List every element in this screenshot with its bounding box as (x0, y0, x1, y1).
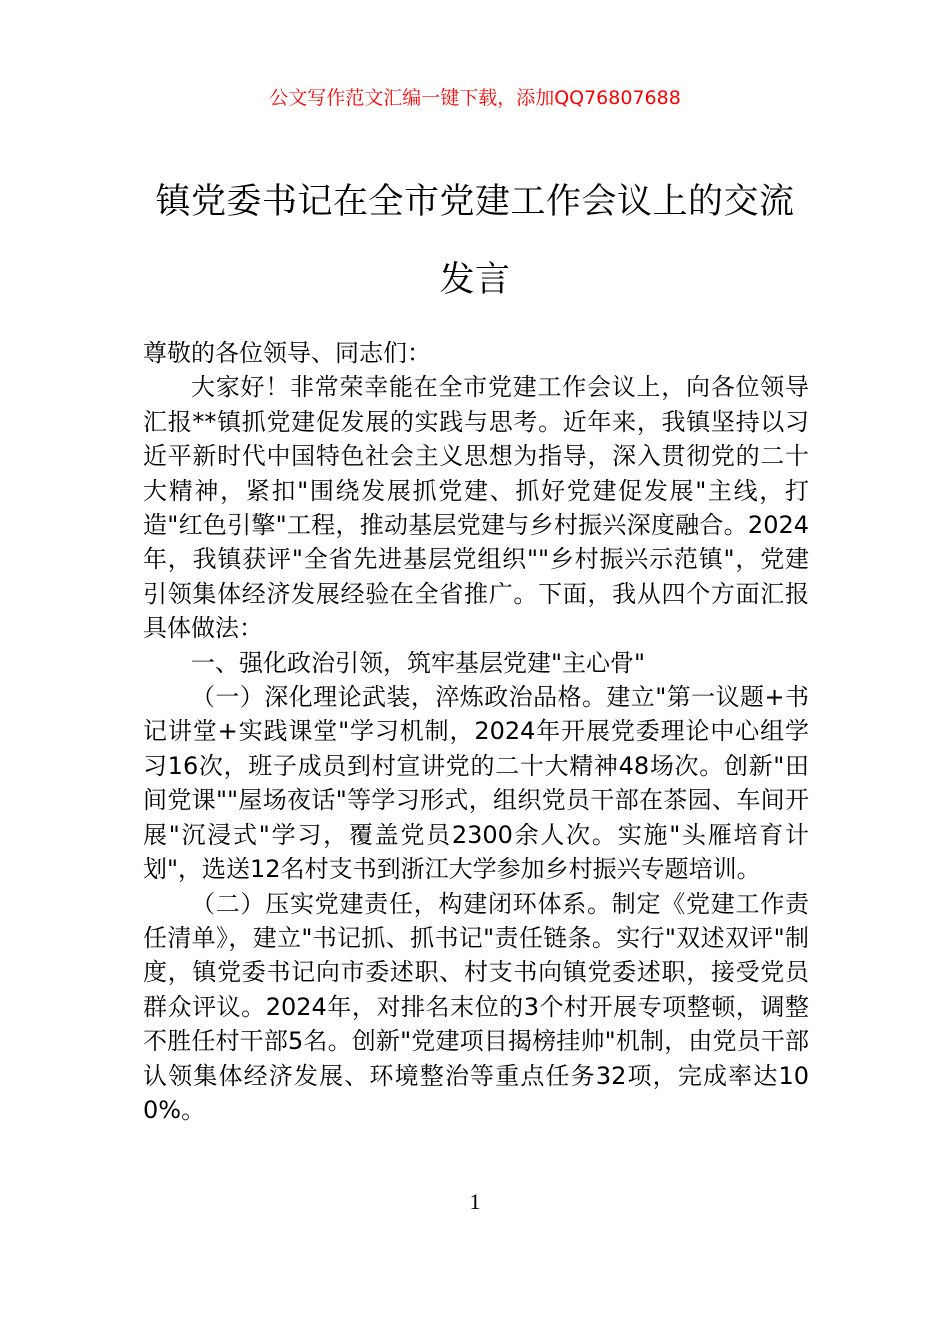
document-title: 镇党委书记在全市党建工作会议上的交流发言 (155, 182, 795, 300)
document-body (143, 336, 809, 1127)
paragraph: 大家好！非常荣幸能在全市党建工作会议上，向各位领导汇报**镇抓党建促发展的实践与思考。近年来，我镇坚持以习近平新时代中国特色社会主义思想为指导，深入贯彻党的二十大精神，紧扣"围绕发展抓党建、抓好党建促发展"主线，打造"红色引擎"工程，推动基层党建与乡村振兴深度融合。2024年，我镇获评"全省先进基层党组织""乡村振兴示范镇"，党建引领集体经济发展经验在全省推广。下面，我从四个方面汇报具体做法： (143, 373, 809, 643)
section-heading: 一、强化政治引领，筑牢基层党建"主心骨" (191, 648, 646, 677)
watermark-text: 公文写作范文汇编一键下载，添加QQ76807688 (269, 87, 681, 109)
page-number: 1 (469, 1189, 481, 1214)
paragraph: （一）深化理论武装，淬炼政治品格。建立"第一议题+书记讲堂+实践课堂"学习机制，2024年开展党委理论中心组学习16次，班子成员到村宣讲党的二十大精神48场次。创新"田间党课""屋场夜话"等学习形式，组织党员干部在茶园、车间开展"沉浸式"学习，覆盖党员2300余人次。实施"头雁培育计划"，选送12名村支书到浙江大学参加乡村振兴专题培训。 (143, 683, 809, 884)
paragraph: （二）压实党建责任，构建闭环体系。制定《党建工作责任清单》，建立"书记抓、抓书记"责任链条。实行"双述双评"制度，镇党委书记向市委述职、村支书向镇党委述职，接受党员群众评议。2024年，对排名末位的3个村开展专项整顿，调整不胜任村干部5名。创新"党建项目揭榜挂帅"机制，由党员干部认领集体经济发展、环境整治等重点任务32项，完成率达100%。 (143, 889, 809, 1124)
salutation: 尊敬的各位领导、同志们： (143, 339, 431, 367)
